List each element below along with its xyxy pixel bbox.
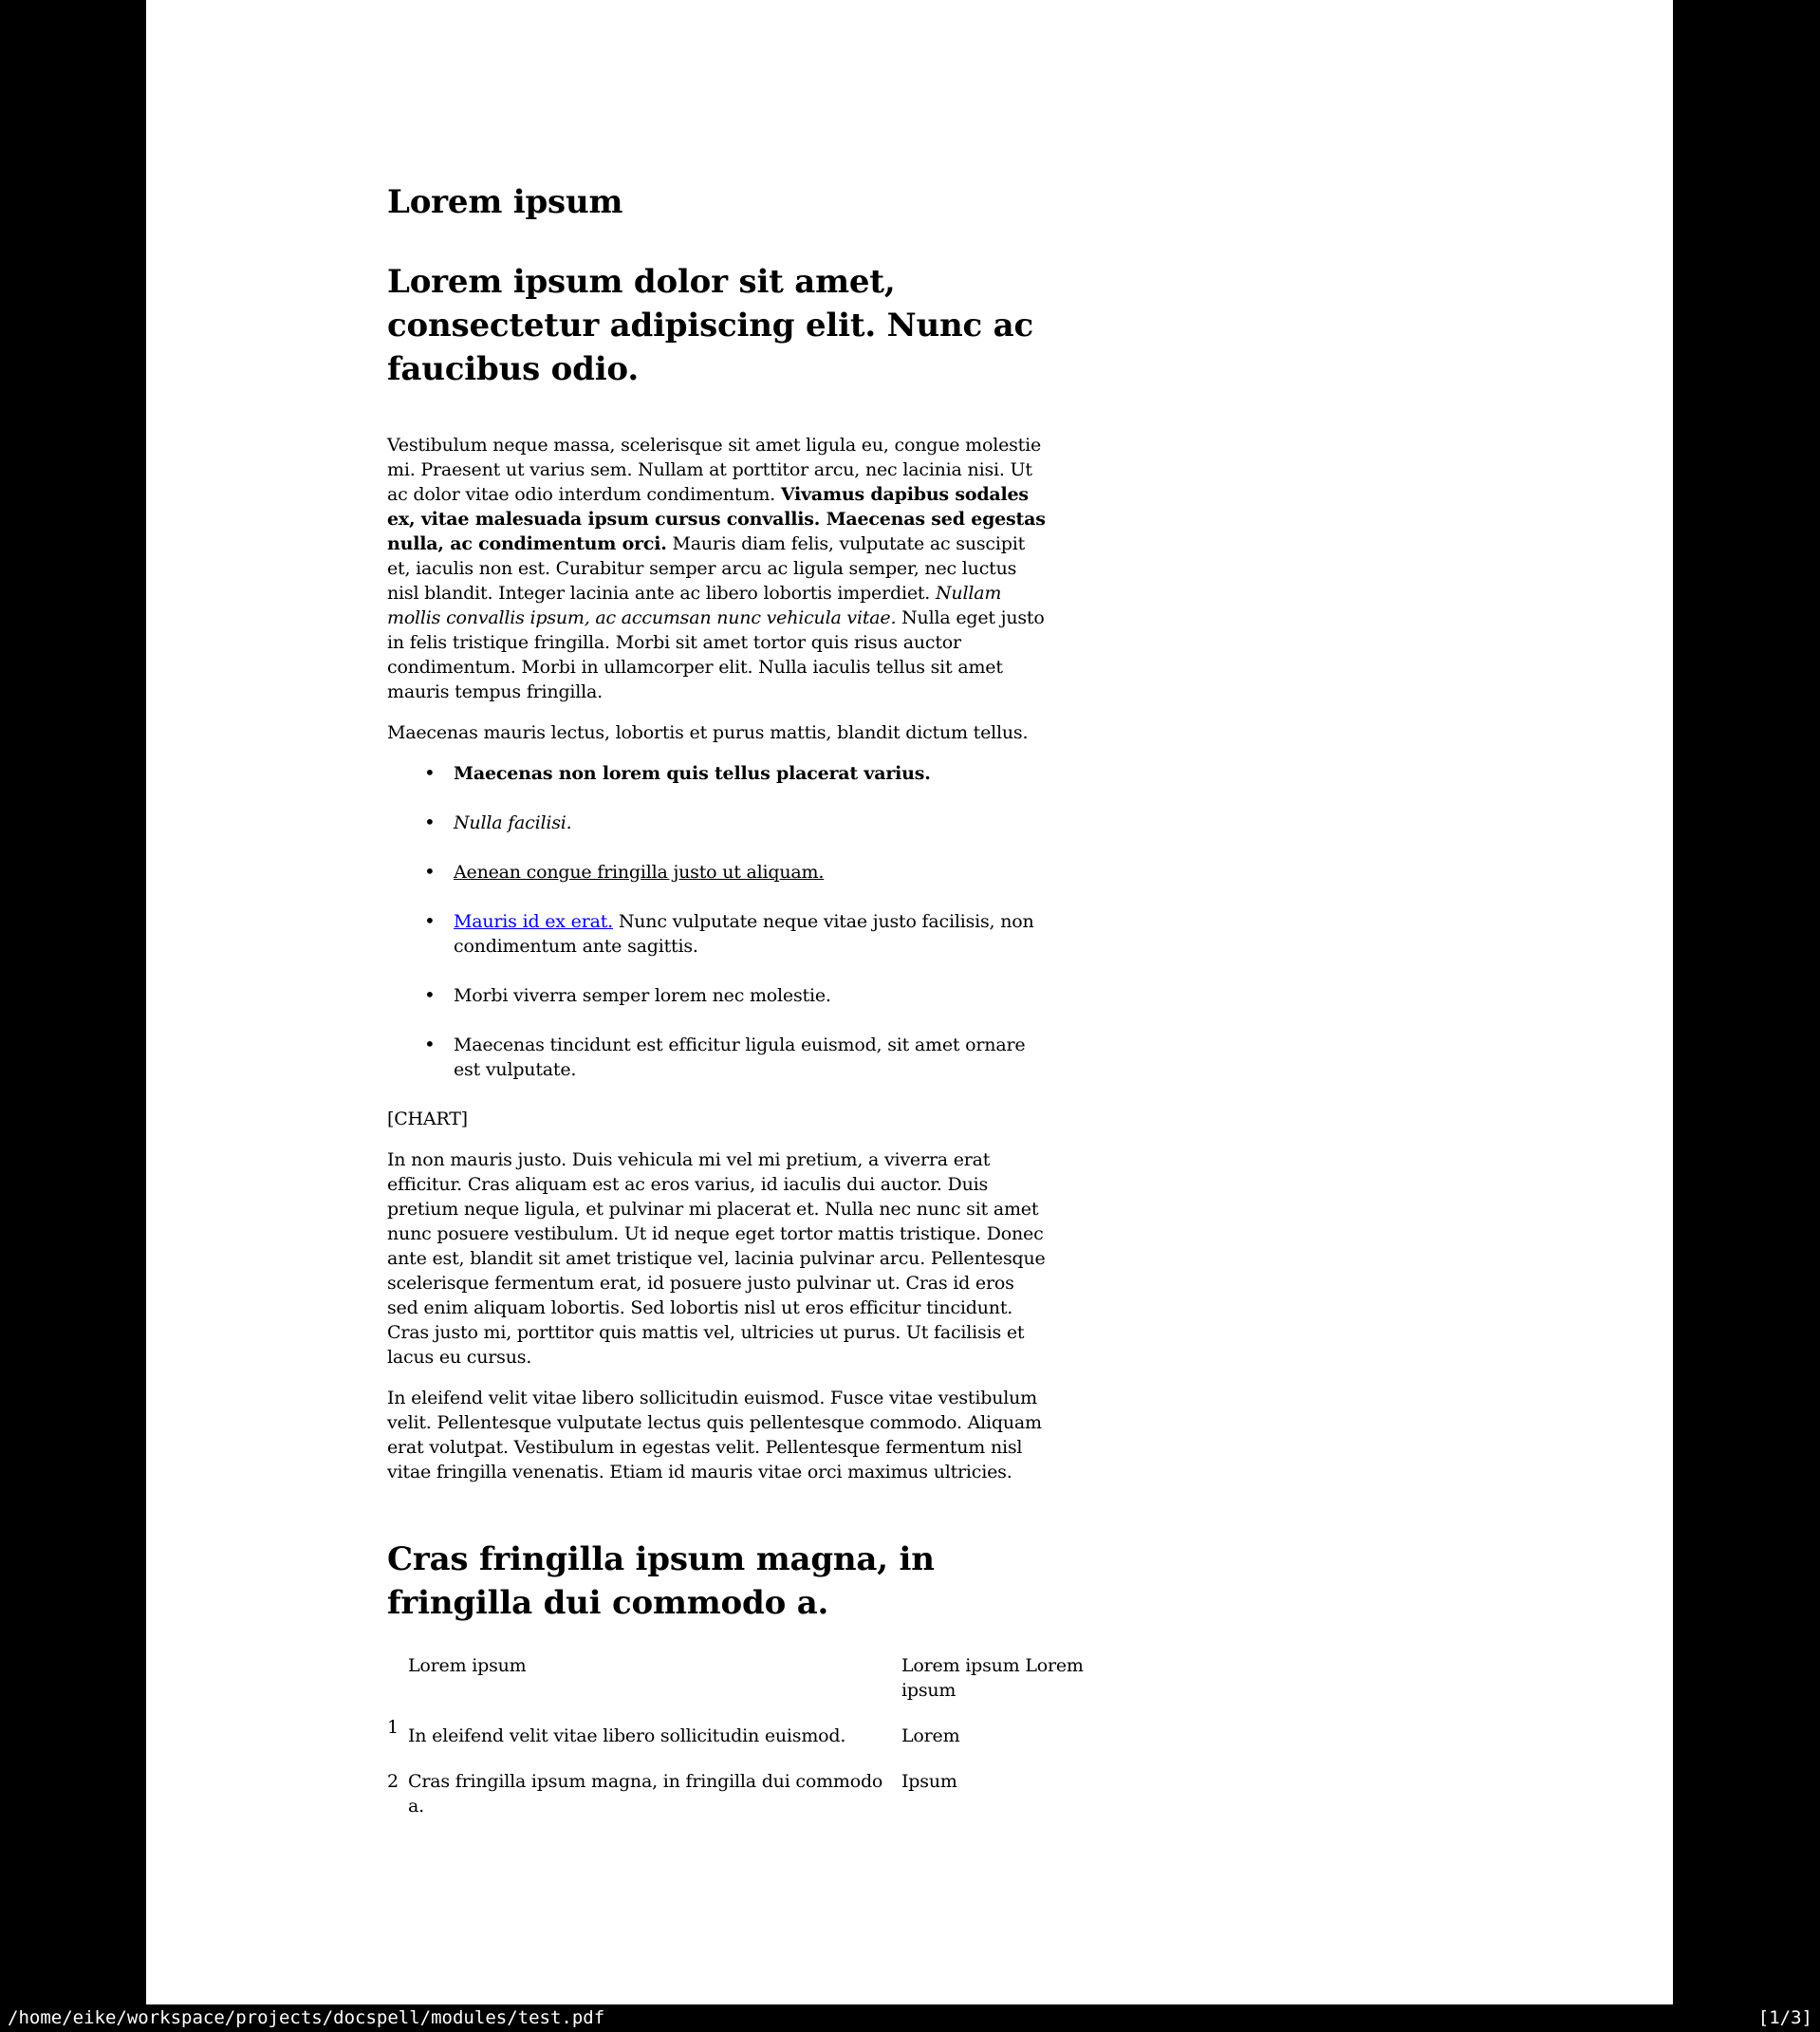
list-item — [454, 1033, 1047, 1082]
text-segment: Mauris diam felis, vulputate ac suscipit et, iaculis non est. Curabitur semper arcu ac ligula semper, nec luctus nisl blandit. Integer lacinia ante ac libero lobortis imperdiet. — [387, 533, 1026, 604]
text-segment: Nullam mollis convallis ipsum, ac accumsan nunc vehicula vitae. — [387, 583, 1002, 628]
table-cell: Lorem — [901, 1725, 960, 1746]
chart-placeholder: [CHART] — [387, 1109, 468, 1129]
section-heading-2: Cras fringilla ipsum magna, in fringilla dui commodo a. — [387, 1540, 935, 1622]
table-header-cell: Lorem ipsum — [408, 1655, 527, 1676]
text-segment: Vestibulum neque massa, scelerisque sit amet ligula eu, congue molestie mi. Praesent ut varius sem. Nullam at porttitor arcu, nec lacinia nisi. Ut ac dolor vitae odio interdum condimentum. — [387, 435, 1042, 505]
table-row-number: 1 — [387, 1717, 399, 1738]
paragraph-2: Maecenas mauris lectus, lobortis et purus mattis, blandit dictum tellus. — [387, 722, 1029, 743]
text-segment: Vivamus dapibus sodales ex, vitae malesuada ipsum cursus convallis. Maecenas sed egestas nulla, ac condimentum orci. — [387, 484, 1046, 554]
text-segment: Nunc vulputate neque vitae justo facilisis, non condimentum ante sagittis. — [454, 911, 1034, 957]
text-link[interactable]: Mauris id ex erat. — [454, 911, 613, 932]
paragraph-3: In non mauris justo. Duis vehicula mi vel mi pretium, a viverra erat efficitur. Cras aliquam est ac eros varius, id iaculis dui auctor. Duis pretium neque ligula, et pulvinar mi placerat et. Nulla nec nunc sit amet nunc posuere vestibulum. Ut id neque eget tortor mattis tristique. Donec ante est, blandit sit amet tristique vel, lacinia pulvinar arcu. Pellentesque scelerisque fermentum erat, id posuere justo pulvinar ut. Cras id eros sed enim aliquam lobortis. Sed lobortis nisl ut eros efficitur tincidunt. Cras justo mi, porttitor quis mattis vel, ultricies ut purus. Ut facilisis et lacus eu cursus. — [387, 1149, 1046, 1368]
table-cell: Ipsum — [901, 1771, 957, 1792]
text-segment: Nulla eget justo in felis tristique fringilla. Morbi sit amet tortor quis risus auctor condimentum. Morbi in ullamcorper elit. Nulla iaculis tellus sit amet mauris tempus fringilla. — [387, 607, 1045, 702]
text-segment: Aenean congue fringilla justo ut aliquam. — [454, 862, 825, 883]
list-item — [454, 811, 1047, 835]
document-table — [387, 1653, 1084, 1818]
paragraph-4: In eleifend velit vitae libero sollicitudin euismod. Fusce vitae vestibulum velit. Pellentesque vulputate lectus quis pellentesque commodo. Aliquam erat volutpat. Vestibulum in egestas velit. Pellentesque fermentum nisl vitae fringilla venenatis. Etiam id mauris vitae orci maximus ultricies. — [387, 1388, 1042, 1482]
page-indicator: [1/3] — [1757, 2007, 1812, 2028]
statusbar — [0, 2004, 1820, 2032]
section-heading-1: Lorem ipsum dolor sit amet, consectetur adipiscing elit. Nunc ac faucibus odio. — [387, 263, 1034, 388]
document-title: Lorem ipsum — [387, 183, 623, 221]
pdf-page — [146, 0, 1673, 2004]
document-content — [387, 180, 1084, 1818]
paragraph-1 — [387, 433, 1047, 704]
table-header-num-cell — [387, 1653, 408, 1703]
list-item — [454, 983, 1047, 1008]
table-cell: Cras fringilla ipsum magna, in fringilla dui commodo a. — [408, 1771, 883, 1817]
table-cell: In eleifend velit vitae libero sollicitudin euismod. — [408, 1725, 846, 1746]
text-segment: Nulla facilisi. — [454, 812, 572, 833]
text-segment: Maecenas non lorem quis tellus placerat varius. — [454, 763, 931, 784]
table-header-cell: Lorem ipsum Lorem ipsum — [901, 1655, 1084, 1701]
bullet-list — [387, 761, 1047, 1082]
table-row-number: 2 — [387, 1771, 399, 1792]
text-segment: Morbi viverra semper lorem nec molestie. — [454, 985, 831, 1006]
text-segment: Maecenas tincidunt est efficitur ligula euismod, sit amet ornare est vulputate. — [454, 1035, 1026, 1080]
list-item — [454, 860, 1047, 885]
file-path: /home/eike/workspace/projects/docspell/modules/test.pdf — [8, 2007, 605, 2028]
list-item — [454, 761, 1047, 786]
list-item — [454, 909, 1047, 959]
